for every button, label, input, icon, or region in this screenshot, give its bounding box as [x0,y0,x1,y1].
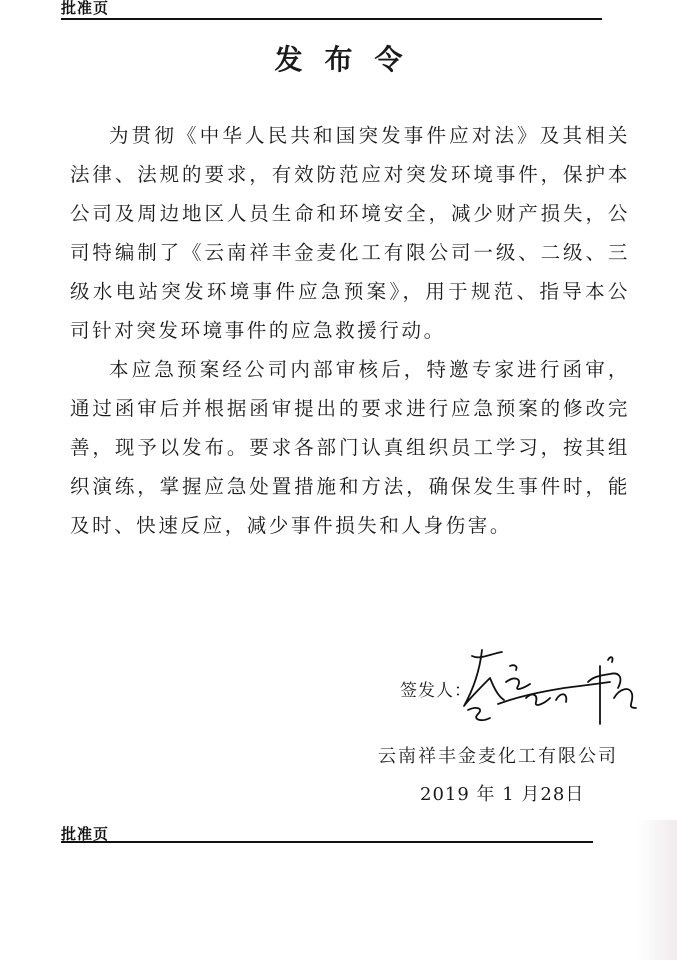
handwritten-signature-icon [460,648,650,728]
signer-label: 签发人： [400,681,472,701]
header-rule [61,18,602,20]
document-body [70,116,630,545]
issue-date: 2019 年 1 月28日 [420,784,585,805]
company-name: 云南祥丰金麦化工有限公司 [378,746,618,767]
paragraph-2: 本应急预案经公司内部审核后，特邀专家进行函审，通过函审后并根据函审提出的要求进行应急预案的修改完善，现予以发布。要求各部门认真组织员工学习，按其组织演练，掌握应急处置措施和方法，确保发生事件时，能及时、快速反应，减少事件损失和人身伤害。 [70,358,630,537]
paragraph-1: 为贯彻《中华人民共和国突发事件应对法》及其相关法律、法规的要求，有效防范应对突发环境事件，保护本公司及周边地区人员生命和环境安全，减少财产损失，公司特编制了《云南祥丰金麦化工有限公司一级、二级、三级水电站突发环境事件应急预案》，用于规范、指导本公司针对突发环境事件的应急救援行动。 [70,124,630,342]
approval-page-header-label: 批准页 [61,0,110,17]
scan-page-edge-shadow [637,820,677,960]
footer-rule [61,841,593,843]
approval-page-footer-label: 批准页 [61,825,110,843]
document-title: 发布令 [274,43,425,76]
